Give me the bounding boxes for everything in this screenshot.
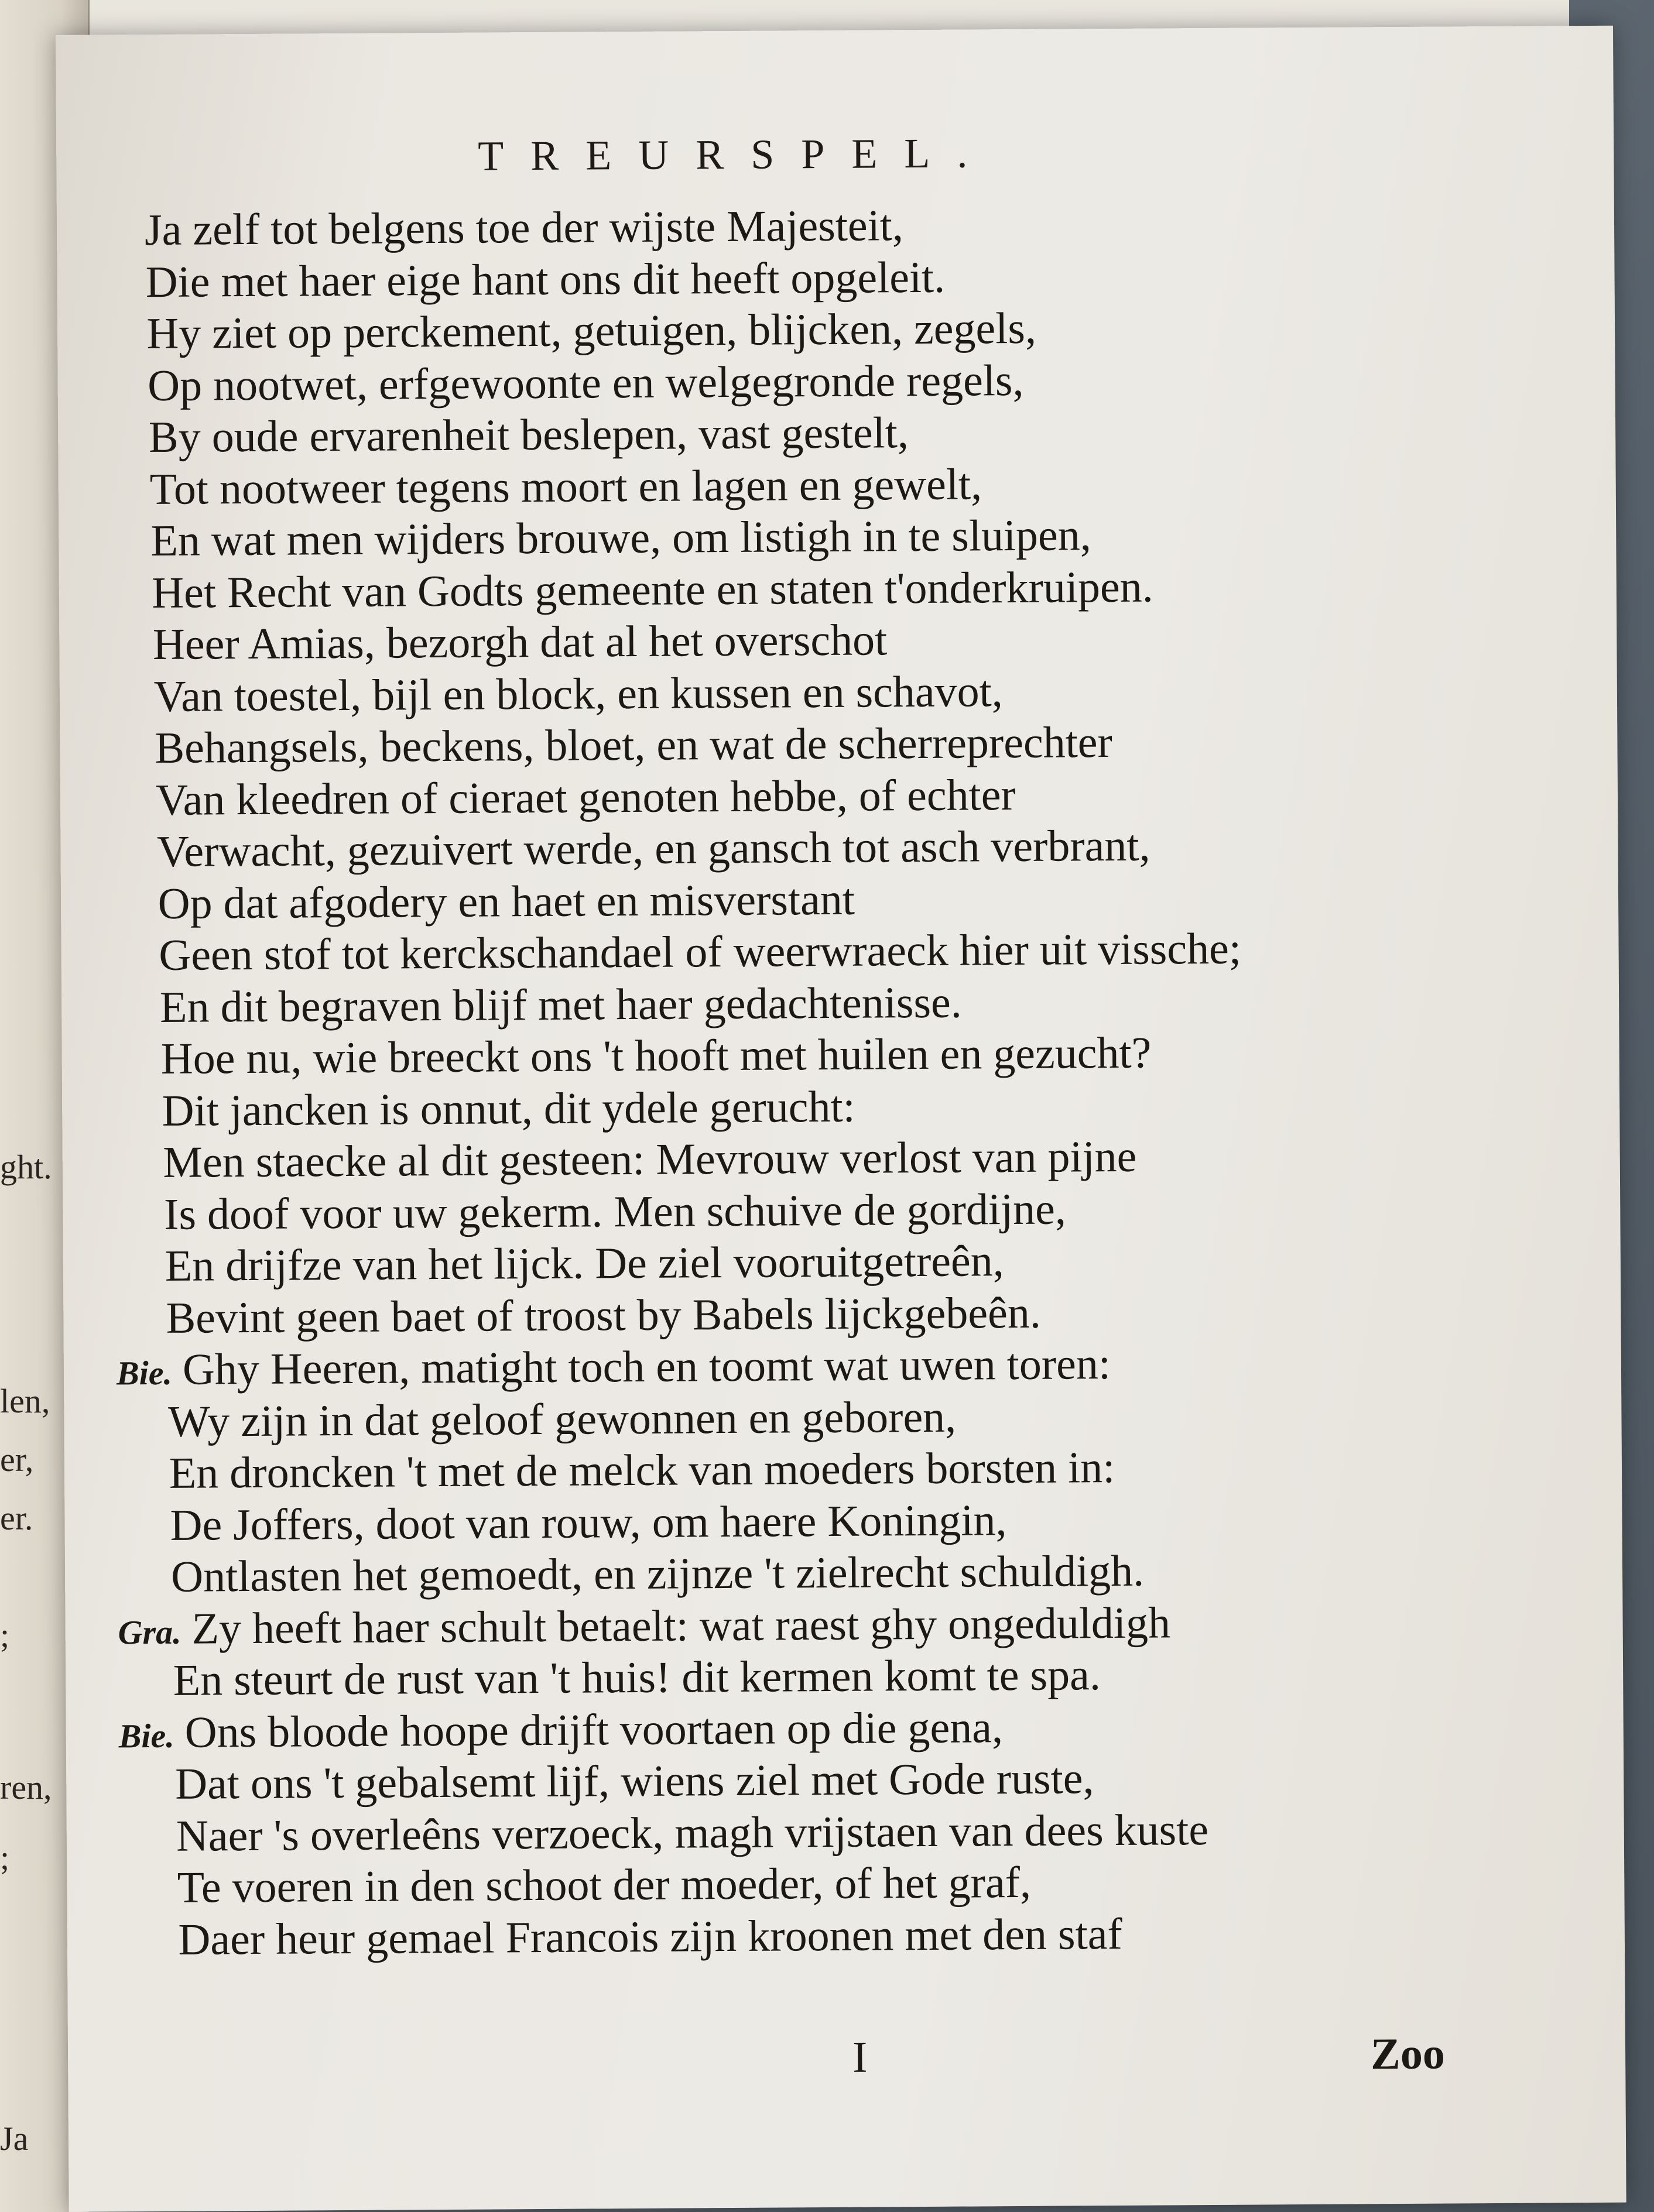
verse-text: En steurt de rust van 't huis! dit kermen komt te spa. (173, 1650, 1101, 1705)
verse-text: En dit begraven blijf met haer gedachtenisse. (159, 978, 962, 1032)
verse-line (163, 1131, 1137, 1188)
verse-text: Het Recht van Godts gemeente en staten t'onderkruipen. (151, 562, 1153, 618)
running-head: TREURSPEL. (478, 129, 995, 180)
verse-text: Op nootwet, erfgewoonte en welgegronde regels, (147, 355, 1024, 410)
verse-line (152, 561, 1153, 618)
verse-line (149, 407, 909, 463)
facing-page-fragment: ren, (0, 1768, 52, 1806)
verse-text: Verwacht, gezuivert werde, en gansch tot asch verbrant, (156, 821, 1150, 876)
verse-text: Ons bloode hoope drijft voortaen op die gena, (184, 1702, 1004, 1757)
verse-line (155, 716, 1112, 774)
verse-text: Naer 's overleêns verzoeck, magh vrijstaen van dees kuste (176, 1805, 1209, 1861)
verse-line (150, 509, 1091, 567)
verse-line (170, 1494, 1006, 1551)
verse-line (169, 1442, 1115, 1499)
verse-line (162, 1081, 855, 1136)
verse-line (177, 1857, 1031, 1913)
verse-text: Hoe nu, wie breeckt ons 't hooft met huilen en gezucht? (160, 1028, 1152, 1083)
verse-line (156, 769, 1016, 826)
verse-text: Op dat afgodery en haet en misverstant (157, 874, 855, 928)
verse-line (118, 1702, 1003, 1762)
verse-line (168, 1391, 957, 1447)
verse-text: Hy ziet op perckement, getuigen, blijcken, zegels, (146, 303, 1037, 359)
verse-text: Te voeren in den schoot der moeder, of het graf, (177, 1857, 1032, 1912)
facing-page-fragment: er. (0, 1499, 33, 1537)
verse-line (157, 820, 1150, 877)
verse-text: Heer Amias, bezorgh dat al het overschot (152, 615, 888, 670)
verse-text: Dit jancken is onnut, dit ydele gerucht: (162, 1082, 855, 1136)
verse-line (165, 1235, 1004, 1292)
book-page (56, 26, 1626, 2212)
verse-text: Dat ons 't gebalsemt lijf, wiens ziel met Gode ruste, (174, 1754, 1094, 1809)
facing-page-fragment: ; (0, 1616, 10, 1654)
verse-text: En drijfze van het lijck. De ziel vooruitgetreên, (165, 1236, 1004, 1291)
verse-text: By oude ervarenheit beslepen, vast gestelt, (148, 408, 909, 462)
verse-text: Geen stof tot kerckschandael of weerwraeck hier uit vissche; (159, 924, 1242, 980)
verse-line (164, 1183, 1066, 1240)
facing-page-fragment: ; (0, 1839, 10, 1877)
verse-text: En wat men wijders brouwe, om listigh in te sluipen, (150, 510, 1092, 566)
verse-text: Men staecke al dit gesteen: Mevrouw verlost van pijne (163, 1131, 1137, 1187)
signature-mark: I (852, 2032, 868, 2082)
verse-text: Is doof voor uw gekerm. Men schuive de gordijne, (163, 1184, 1067, 1239)
facing-page-fragment: er, (0, 1441, 34, 1479)
speaker-label: Gra. (118, 1613, 182, 1651)
verse-line (146, 303, 1036, 359)
verse-line (153, 614, 888, 670)
verse-line (145, 251, 945, 307)
verse-text: Die met haer eige hant ons dit heeft opgeleit. (145, 252, 946, 307)
verse-line (149, 458, 982, 515)
facing-page-fragment: Ja (0, 2120, 29, 2158)
verse-line (153, 666, 1003, 722)
verse-line (161, 1027, 1152, 1085)
verse-line (166, 1287, 1041, 1343)
speaker-label: Bie. (116, 1353, 173, 1393)
verse-line (145, 200, 903, 256)
verse-line (171, 1545, 1144, 1603)
verse-text: Zy heeft haer schult betaelt: wat raest ghy ongeduldigh (191, 1597, 1171, 1654)
verse-line (173, 1649, 1101, 1706)
verse-block (56, 26, 1626, 2212)
verse-text: Van toestel, bijl en block, en kussen en schavot, (153, 666, 1003, 721)
verse-line (176, 1804, 1209, 1862)
verse-line (157, 873, 855, 929)
verse-text: Ontlasten het gemoedt, en zijnze 't zielrecht schuldigh. (171, 1546, 1145, 1601)
verse-text: En droncken 't met de melck van moeders borsten in: (169, 1442, 1115, 1498)
verse-line (159, 923, 1241, 981)
verse-line (148, 354, 1024, 411)
facing-page-fragment: len, (0, 1382, 50, 1420)
verse-text: De Joffers, doot van rouw, om haere Koningin, (170, 1495, 1007, 1550)
speaker-label: Bie. (118, 1716, 174, 1755)
verse-text: Ja zelf tot belgens toe der wijste Majesteit, (144, 201, 904, 255)
verse-line (160, 976, 962, 1033)
facing-page-fragment: ght. (0, 1148, 52, 1186)
verse-text: Wy zijn in dat geloof gewonnen en geboren, (167, 1392, 957, 1446)
verse-line (117, 1338, 1111, 1399)
verse-text: Tot nootweer tegens moort en lagen en gewelt, (149, 459, 982, 514)
verse-line (175, 1753, 1094, 1810)
verse-text: Van kleedren of cieraet genoten hebbe, of echter (155, 770, 1016, 825)
verse-line (178, 1908, 1122, 1965)
verse-text: Bevint geen baet of troost by Babels lijckgebeên. (166, 1288, 1042, 1343)
catchword: Zoo (1370, 2029, 1446, 2079)
verse-text: Behangsels, beckens, bloet, en wat de scherreprechter (155, 717, 1113, 773)
verse-text: Daer heur gemael Francois zijn kroonen met den staf (178, 1909, 1122, 1964)
verse-text: Ghy Heeren, matight toch en toomt wat uwen toren: (182, 1339, 1111, 1394)
